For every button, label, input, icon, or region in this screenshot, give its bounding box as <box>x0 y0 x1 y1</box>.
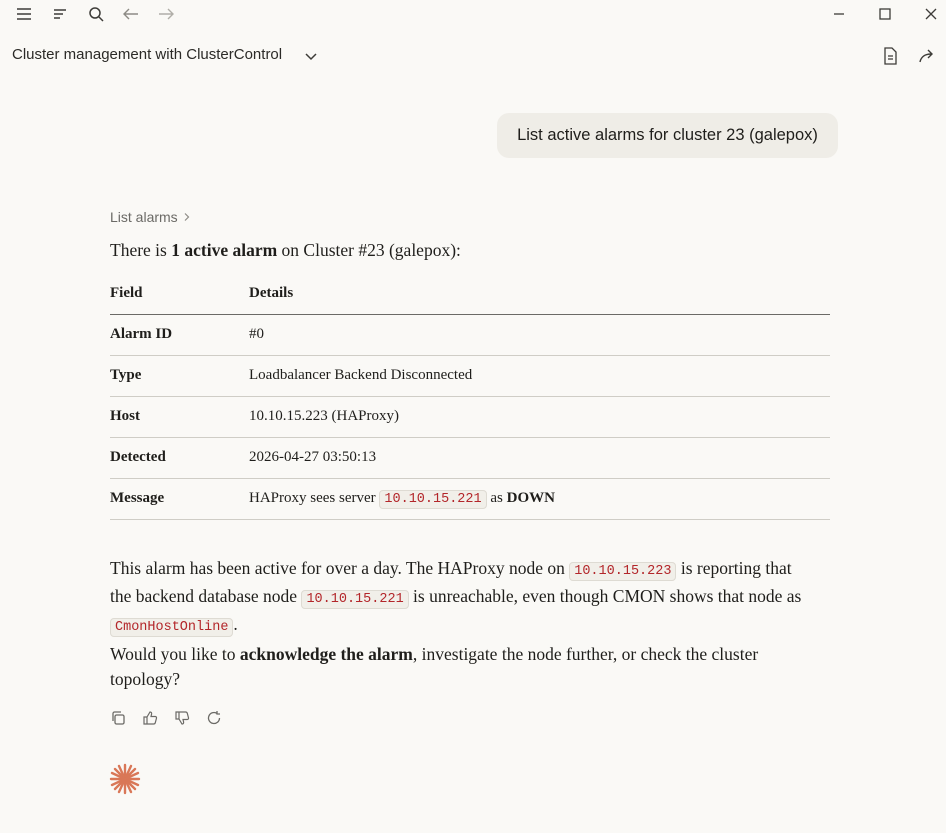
copy-icon[interactable] <box>108 708 128 728</box>
table-row <box>110 478 830 519</box>
assistant-logo-icon <box>108 762 142 796</box>
field-cell: Alarm ID <box>110 314 249 355</box>
field-cell: Message <box>110 478 249 519</box>
back-arrow-icon[interactable] <box>121 4 141 24</box>
response-paragraph: This alarm has been active for over a day. The HAProxy node on 10.10.15.223 is reporting that the backend database node 10.10.15.221 is unreachable, even though CMON shows that node as CmonHostOnline . <box>110 558 802 635</box>
search-icon[interactable] <box>86 4 106 24</box>
forward-arrow-icon[interactable] <box>156 4 176 24</box>
details-cell: 10.10.15.223 (HAProxy) <box>249 396 830 437</box>
response-intro: There is 1 active alarm on Cluster #23 (galepox): <box>110 240 461 260</box>
chevron-right-icon <box>182 212 192 222</box>
inline-code: 10.10.15.223 <box>569 562 676 581</box>
inline-code: 10.10.15.221 <box>379 490 486 509</box>
details-cell: HAProxy sees server 10.10.15.221 as DOWN <box>249 478 830 519</box>
message-actions <box>108 708 224 728</box>
table-row <box>110 355 830 396</box>
field-cell: Host <box>110 396 249 437</box>
tool-call-toggle[interactable] <box>110 209 192 225</box>
table-header-row <box>110 273 830 314</box>
thumbs-down-icon[interactable] <box>172 708 192 728</box>
menu-icon[interactable] <box>14 4 34 24</box>
inline-code: 10.10.15.221 <box>301 590 408 609</box>
user-message-text: List active alarms for cluster 23 (galepox) <box>517 126 818 144</box>
column-header: Details <box>249 273 830 314</box>
table-row <box>110 437 830 478</box>
details-cell: 2026-04-27 03:50:13 <box>249 437 830 478</box>
alarm-table <box>110 273 830 520</box>
field-cell: Detected <box>110 437 249 478</box>
user-message-bubble <box>497 113 838 158</box>
field-cell: Type <box>110 355 249 396</box>
details-cell: Loadbalancer Backend Disconnected <box>249 355 830 396</box>
sidebar-icon[interactable] <box>50 4 70 24</box>
chevron-down-icon[interactable] <box>302 47 320 65</box>
inline-code: CmonHostOnline <box>110 618 233 637</box>
details-cell: #0 <box>249 314 830 355</box>
maximize-icon[interactable] <box>875 4 895 24</box>
response-paragraph: Would you like to acknowledge the alarm, investigate the node further, or check the cluster topology? <box>110 644 759 689</box>
table-row <box>110 396 830 437</box>
thumbs-up-icon[interactable] <box>140 708 160 728</box>
retry-icon[interactable] <box>204 708 224 728</box>
window-toolbar <box>0 0 946 28</box>
conversation-header <box>0 40 946 72</box>
minimize-icon[interactable] <box>829 4 849 24</box>
share-icon[interactable] <box>917 46 937 66</box>
document-icon[interactable] <box>880 46 900 66</box>
conversation-title[interactable]: Cluster management with ClusterControl <box>12 46 283 63</box>
column-header: Field <box>110 273 249 314</box>
table-row <box>110 314 830 355</box>
tool-call-label: List alarms <box>110 209 178 225</box>
close-icon[interactable] <box>921 4 941 24</box>
